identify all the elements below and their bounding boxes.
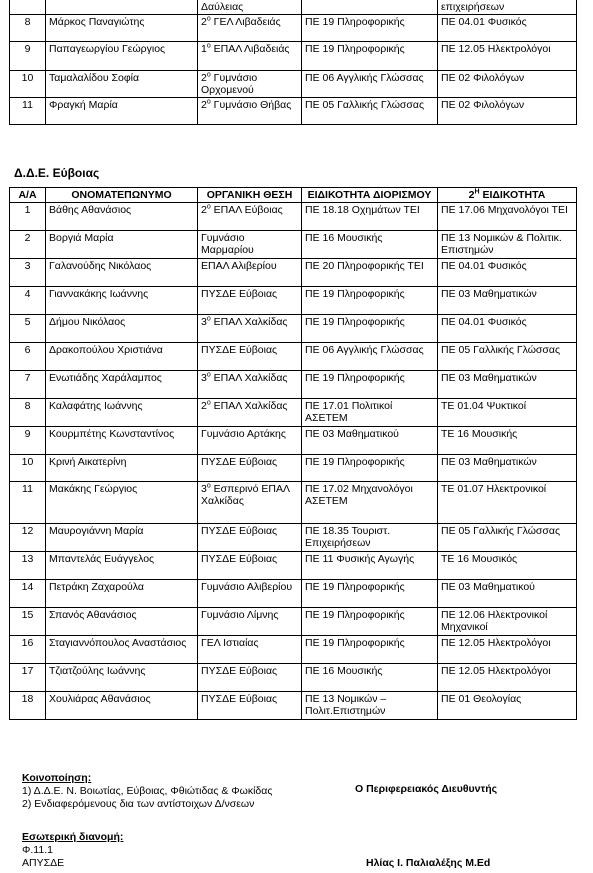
cell-specialty-2: ΠΕ 17.06 Μηχανολόγοι ΤΕΙ <box>438 203 577 231</box>
cell-specialty: ΠΕ 18.35 Τουριστ. Επιχειρήσεων <box>302 524 438 552</box>
cell-num: 9 <box>10 427 46 455</box>
cell-specialty: ΠΕ 19 Πληροφορικής <box>302 371 438 399</box>
header-specialty-2: $2^H$ ΕΙΔΙΚΟΤΗΤΑ <box>438 188 577 203</box>
table-row <box>10 71 577 98</box>
cell-name: Μακάκης Γεώργιος <box>46 482 198 524</box>
cell-position: ΠΥΣΔΕ Εύβοιας <box>198 524 302 552</box>
table-row <box>10 371 577 399</box>
cell-specialty <box>302 0 438 15</box>
cell-specialty: ΠΕ 06 Αγγλικής Γλώσσας <box>302 71 438 98</box>
table-row <box>10 0 577 15</box>
cell-num: 11 <box>10 482 46 524</box>
internal-distribution-title: Εσωτερική διανομή: <box>22 831 124 843</box>
section-title: Δ.Δ.Ε. Εύβοιας <box>14 166 100 180</box>
cell-position: $2^o$ ΓΕΛ Λιβαδειάς <box>198 15 302 42</box>
cell-specialty-2: ΠΕ 12.05 Ηλεκτρολόγοι <box>438 636 577 664</box>
cell-position: ΠΥΣΔΕ Εύβοιας <box>198 343 302 371</box>
cell-specialty: ΠΕ 19 Πληροφορικής <box>302 636 438 664</box>
cell-name: Ταμαλαλίδου Σοφία <box>46 71 198 98</box>
cell-num: 8 <box>10 15 46 42</box>
cell-position: $2^o$ ΕΠΑΛ Εύβοιας <box>198 203 302 231</box>
cell-num: 10 <box>10 71 46 98</box>
cell-specialty-2: ΠΕ 13 Νομικών & Πολιτικ. Επιστημών <box>438 231 577 259</box>
table-row <box>10 343 577 371</box>
cell-position: $3^o$ Εσπερινό ΕΠΑΛ Χαλκίδας <box>198 482 302 524</box>
cell-specialty: ΠΕ 19 Πληροφορικής <box>302 580 438 608</box>
cell-num: 6 <box>10 343 46 371</box>
cell-specialty-2: ΤΕ 16 Μουσικής <box>438 427 577 455</box>
cell-position: ΕΠΑΛ Αλιβερίου <box>198 259 302 287</box>
table-header-row <box>10 188 577 203</box>
table-row <box>10 15 577 42</box>
cell-specialty-2: ΠΕ 03 Μαθηματικών <box>438 371 577 399</box>
cell-position: ΠΥΣΔΕ Εύβοιας <box>198 287 302 315</box>
table-row <box>10 636 577 664</box>
cell-specialty-2: ΠΕ 01 Θεολογίας <box>438 692 577 720</box>
cell-specialty-2: ΠΕ 03 Μαθηματικών <box>438 287 577 315</box>
cell-specialty: ΠΕ 16 Μουσικής <box>302 664 438 692</box>
cell-name: Μαυρογιάννη Μαρία <box>46 524 198 552</box>
cell-specialty: ΠΕ 19 Πληροφορικής <box>302 315 438 343</box>
cell-specialty: ΠΕ 16 Μουσικής <box>302 231 438 259</box>
cell-specialty: ΠΕ 03 Μαθηματικού <box>302 427 438 455</box>
cell-specialty: ΠΕ 19 Πληροφορικής <box>302 608 438 636</box>
cell-position: ΠΥΣΔΕ Εύβοιας <box>198 692 302 720</box>
cell-position: Γυμνάσιο Αρτάκης <box>198 427 302 455</box>
cell-specialty: ΠΕ 17.02 Μηχανολόγοι ΑΣΕΤΕΜ <box>302 482 438 524</box>
cell-num: 11 <box>10 98 46 125</box>
header-position: ΟΡΓΑΝΙΚΗ ΘΕΣΗ <box>198 188 302 203</box>
cell-num: 3 <box>10 259 46 287</box>
cell-num: 9 <box>10 42 46 71</box>
cell-specialty-2: ΠΕ 05 Γαλλικής Γλώσσας <box>438 524 577 552</box>
cell-specialty: ΠΕ 13 Νομικών – Πολιτ.Επιστημών <box>302 692 438 720</box>
cell-name: Βάθης Αθανάσιος <box>46 203 198 231</box>
table-row <box>10 427 577 455</box>
cell-name: Γιαννακάκης Ιωάννης <box>46 287 198 315</box>
table-row <box>10 287 577 315</box>
cell-specialty-2: ΠΕ 04.01 Φυσικός <box>438 315 577 343</box>
cell-position: $1^o$ ΕΠΑΛ Λιβαδειάς <box>198 42 302 71</box>
cell-num: 7 <box>10 371 46 399</box>
cell-specialty-2: ΤΕ 01.04 Ψυκτικοί <box>438 399 577 427</box>
cell-specialty-2: ΠΕ 04.01 Φυσικός <box>438 259 577 287</box>
cell-specialty-2: επιχειρήσεων <box>438 0 577 15</box>
table-row <box>10 98 577 125</box>
cell-position: ΠΥΣΔΕ Εύβοιας <box>198 455 302 482</box>
table-row <box>10 203 577 231</box>
cell-position: ΠΥΣΔΕ Εύβοιας <box>198 664 302 692</box>
table-boeotia-continued <box>9 0 577 125</box>
cell-name: Μπαντελάς Ευάγγελος <box>46 552 198 580</box>
cell-name: Ενωτιάδης Χαράλαμπος <box>46 371 198 399</box>
cell-position: Γυμνάσιο Αλιβερίου <box>198 580 302 608</box>
cell-name: Φραγκή Μαρία <box>46 98 198 125</box>
cell-specialty-2: ΠΕ 12.05 Ηλεκτρολόγοι <box>438 42 577 71</box>
cell-name: Καλαφάτης Ιωάννης <box>46 399 198 427</box>
cell-name: Σπανός Αθανάσιος <box>46 608 198 636</box>
cell-specialty-2: ΠΕ 12.06 Ηλεκτρονικοί Μηχανικοί <box>438 608 577 636</box>
cell-name: Δήμου Νικόλαος <box>46 315 198 343</box>
table-row <box>10 580 577 608</box>
cell-specialty-2: ΠΕ 02 Φιλολόγων <box>438 71 577 98</box>
cell-num: 1 <box>10 203 46 231</box>
cell-position: Δαύλειας <box>198 0 302 15</box>
cell-name: Κουρμπέτης Κωνσταντίνος <box>46 427 198 455</box>
cell-position: ΠΥΣΔΕ Εύβοιας <box>198 552 302 580</box>
cell-position: $2^o$ ΕΠΑΛ Χαλκίδας <box>198 399 302 427</box>
cell-num: 15 <box>10 608 46 636</box>
cell-specialty-2: ΠΕ 02 Φιλολόγων <box>438 98 577 125</box>
cell-num: 5 <box>10 315 46 343</box>
table-row <box>10 608 577 636</box>
cell-specialty-2: ΠΕ 03 Μαθηματικού <box>438 580 577 608</box>
table-row <box>10 259 577 287</box>
header-specialty: ΕΙΔΙΚΟΤΗΤΑ ΔΙΟΡΙΣΜΟΥ <box>302 188 438 203</box>
cell-specialty: ΠΕ 19 Πληροφορικής <box>302 42 438 71</box>
table-row <box>10 399 577 427</box>
cell-num: 10 <box>10 455 46 482</box>
cell-name: Βοργιά Μαρία <box>46 231 198 259</box>
notice-line-1: 1) Δ.Δ.Ε. Ν. Βοιωτίας, Εύβοιας, Φθιώτιδας & Φωκίδας <box>22 785 273 797</box>
notice-title: Κοινοποίηση: <box>22 772 92 784</box>
cell-num: 14 <box>10 580 46 608</box>
table-row <box>10 42 577 71</box>
cell-specialty: ΠΕ 19 Πληροφορικής <box>302 455 438 482</box>
cell-specialty: ΠΕ 05 Γαλλικής Γλώσσας <box>302 98 438 125</box>
cell-position: $3^o$ ΕΠΑΛ Χαλκίδας <box>198 371 302 399</box>
cell-num: 8 <box>10 399 46 427</box>
table-row <box>10 231 577 259</box>
cell-name: Παπαγεωργίου Γεώργιος <box>46 42 198 71</box>
cell-position: $2^o$ Γυμνάσιο Θήβας <box>198 98 302 125</box>
table-euboea <box>9 187 577 720</box>
cell-num: 17 <box>10 664 46 692</box>
internal-line-1: Φ.11.1 <box>22 844 53 856</box>
cell-name: Κρινή Αικατερίνη <box>46 455 198 482</box>
notice-line-2: 2) Ενδιαφερόμενους δια των αντίστοιχων Δ/νσεων <box>22 798 255 810</box>
cell-num: 2 <box>10 231 46 259</box>
table-row <box>10 524 577 552</box>
cell-position: Γυμνάσιο Λίμνης <box>198 608 302 636</box>
cell-specialty-2: ΠΕ 12.05 Ηλεκτρολόγοι <box>438 664 577 692</box>
cell-num <box>10 0 46 15</box>
cell-name: Σταγιαννόπουλος Αναστάσιος <box>46 636 198 664</box>
cell-specialty-2: ΤΕ 16 Μουσικός <box>438 552 577 580</box>
cell-position: Γυμνάσιο Μαρμαρίου <box>198 231 302 259</box>
table-row <box>10 482 577 524</box>
cell-specialty: ΠΕ 18.18 Οχημάτων ΤΕΙ <box>302 203 438 231</box>
cell-specialty-2: ΠΕ 04.01 Φυσικός <box>438 15 577 42</box>
cell-name: Χουλιάρας Αθανάσιος <box>46 692 198 720</box>
cell-specialty: ΠΕ 17.01 Πολιτικοί ΑΣΕΤΕΜ <box>302 399 438 427</box>
director-title: Ο Περιφερειακός Διευθυντής <box>355 783 498 795</box>
internal-line-2: ΑΠΥΣΔΕ <box>22 857 65 869</box>
cell-name: Μάρκος Παναγιώτης <box>46 15 198 42</box>
cell-name: Δρακοπούλου Χριστιάνα <box>46 343 198 371</box>
cell-specialty: ΠΕ 20 Πληροφορικής ΤΕΙ <box>302 259 438 287</box>
cell-name: Τζιατζούλης Ιωάννης <box>46 664 198 692</box>
cell-specialty: ΠΕ 19 Πληροφορικής <box>302 287 438 315</box>
cell-num: 12 <box>10 524 46 552</box>
cell-position: $2^o$ Γυμνάσιο Ορχομενού <box>198 71 302 98</box>
cell-num: 4 <box>10 287 46 315</box>
table-row <box>10 692 577 720</box>
signature-name: Ηλίας Ι. Παλιαλέξης Μ.Ed <box>366 857 491 869</box>
cell-specialty-2: ΤΕ 01.07 Ηλεκτρονικοί <box>438 482 577 524</box>
table-row <box>10 664 577 692</box>
cell-specialty: ΠΕ 11 Φυσικής Αγωγής <box>302 552 438 580</box>
cell-specialty-2: ΠΕ 03 Μαθηματικών <box>438 455 577 482</box>
table-row <box>10 455 577 482</box>
cell-num: 13 <box>10 552 46 580</box>
cell-specialty: ΠΕ 19 Πληροφορικής <box>302 15 438 42</box>
header-num: Α/Α <box>10 188 46 203</box>
cell-num: 18 <box>10 692 46 720</box>
header-name: ΟΝΟΜΑΤΕΠΩΝΥΜΟ <box>46 188 198 203</box>
table-row <box>10 552 577 580</box>
cell-num: 16 <box>10 636 46 664</box>
cell-name: Γαλανούδης Νικόλαος <box>46 259 198 287</box>
cell-position: $3^o$ ΕΠΑΛ Χαλκίδας <box>198 315 302 343</box>
cell-position: ΓΕΛ Ιστιαίας <box>198 636 302 664</box>
cell-name <box>46 0 198 15</box>
cell-specialty-2: ΠΕ 05 Γαλλικής Γλώσσας <box>438 343 577 371</box>
cell-name: Πετράκη Ζαχαρούλα <box>46 580 198 608</box>
table-row <box>10 315 577 343</box>
cell-specialty: ΠΕ 06 Αγγλικής Γλώσσας <box>302 343 438 371</box>
